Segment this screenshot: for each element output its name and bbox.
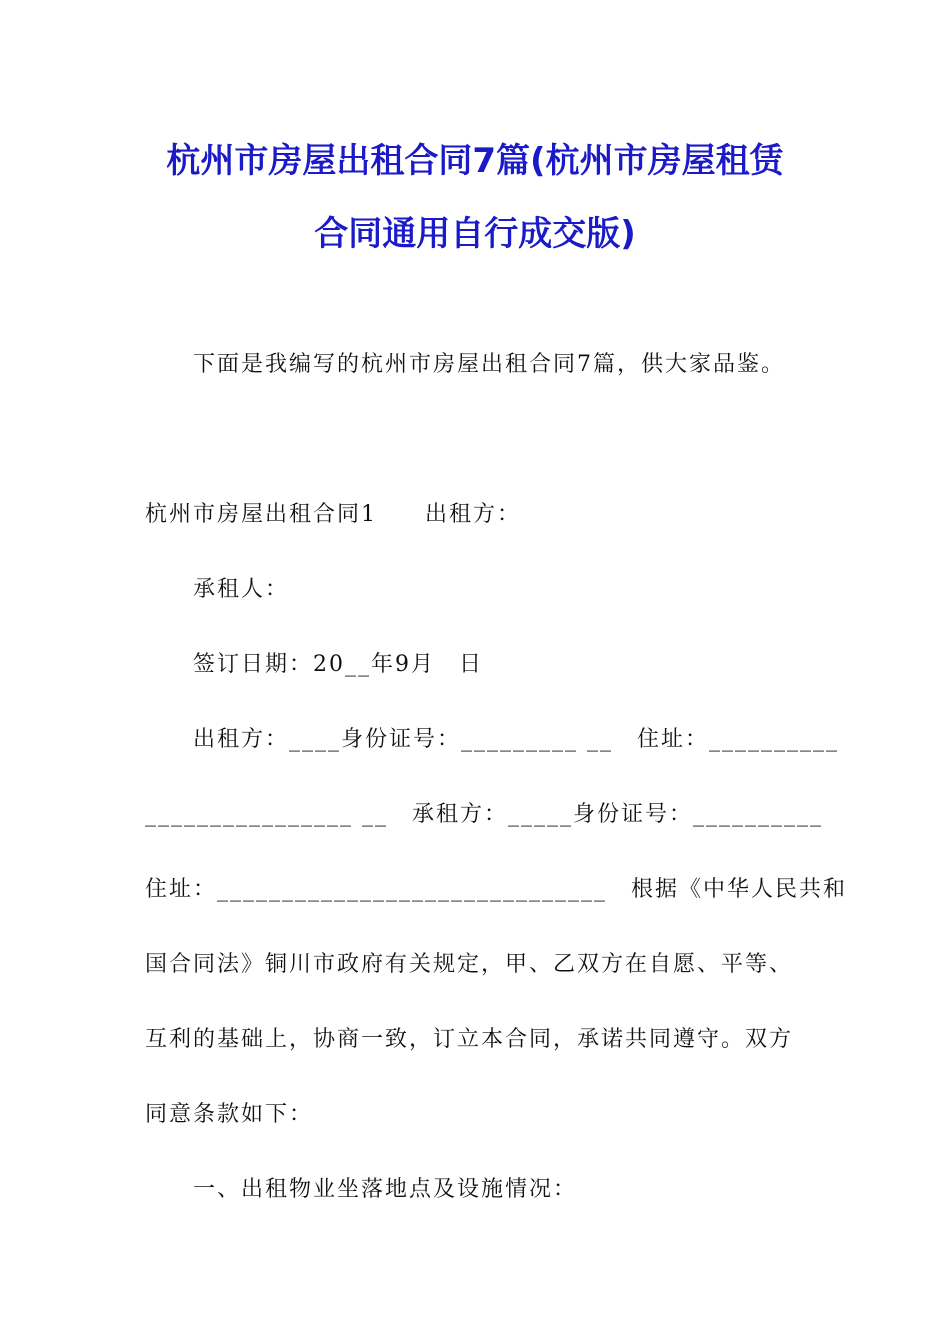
section-one-heading: 一、出租物业坐落地点及设施情况：	[193, 1177, 578, 1202]
contract-heading: 杭州市房屋出租合同1 出租方：	[145, 502, 521, 527]
intro-paragraph: 下面是我编写的杭州市房屋出租合同7篇，供大家品鉴。	[193, 352, 785, 377]
basis-line-2: 国合同法》铜川市政府有关规定，甲、乙双方在自愿、平等、	[145, 952, 794, 977]
signing-date-line: 签订日期：20__年9月 日	[193, 652, 483, 677]
lessee-line: 承租人：	[193, 577, 290, 602]
address-basis-line: 住址：______________________________ 根据《中华人民共和	[145, 877, 848, 902]
basis-line-4: 同意条款如下：	[145, 1102, 314, 1127]
document-title-line-1: 杭州市房屋出租合同7篇(杭州市房屋租赁	[166, 141, 784, 181]
lessor-info-line: 出租方：____身份证号：_________ __ 住址：__________	[193, 727, 839, 752]
basis-line-3: 互利的基础上，协商一致，订立本合同，承诺共同遵守。双方	[145, 1027, 794, 1052]
document-title-line-2: 合同通用自行成交版)	[314, 214, 636, 254]
lessee-info-line: ________________ __ 承租方：_____身份证号：__________	[145, 802, 823, 827]
